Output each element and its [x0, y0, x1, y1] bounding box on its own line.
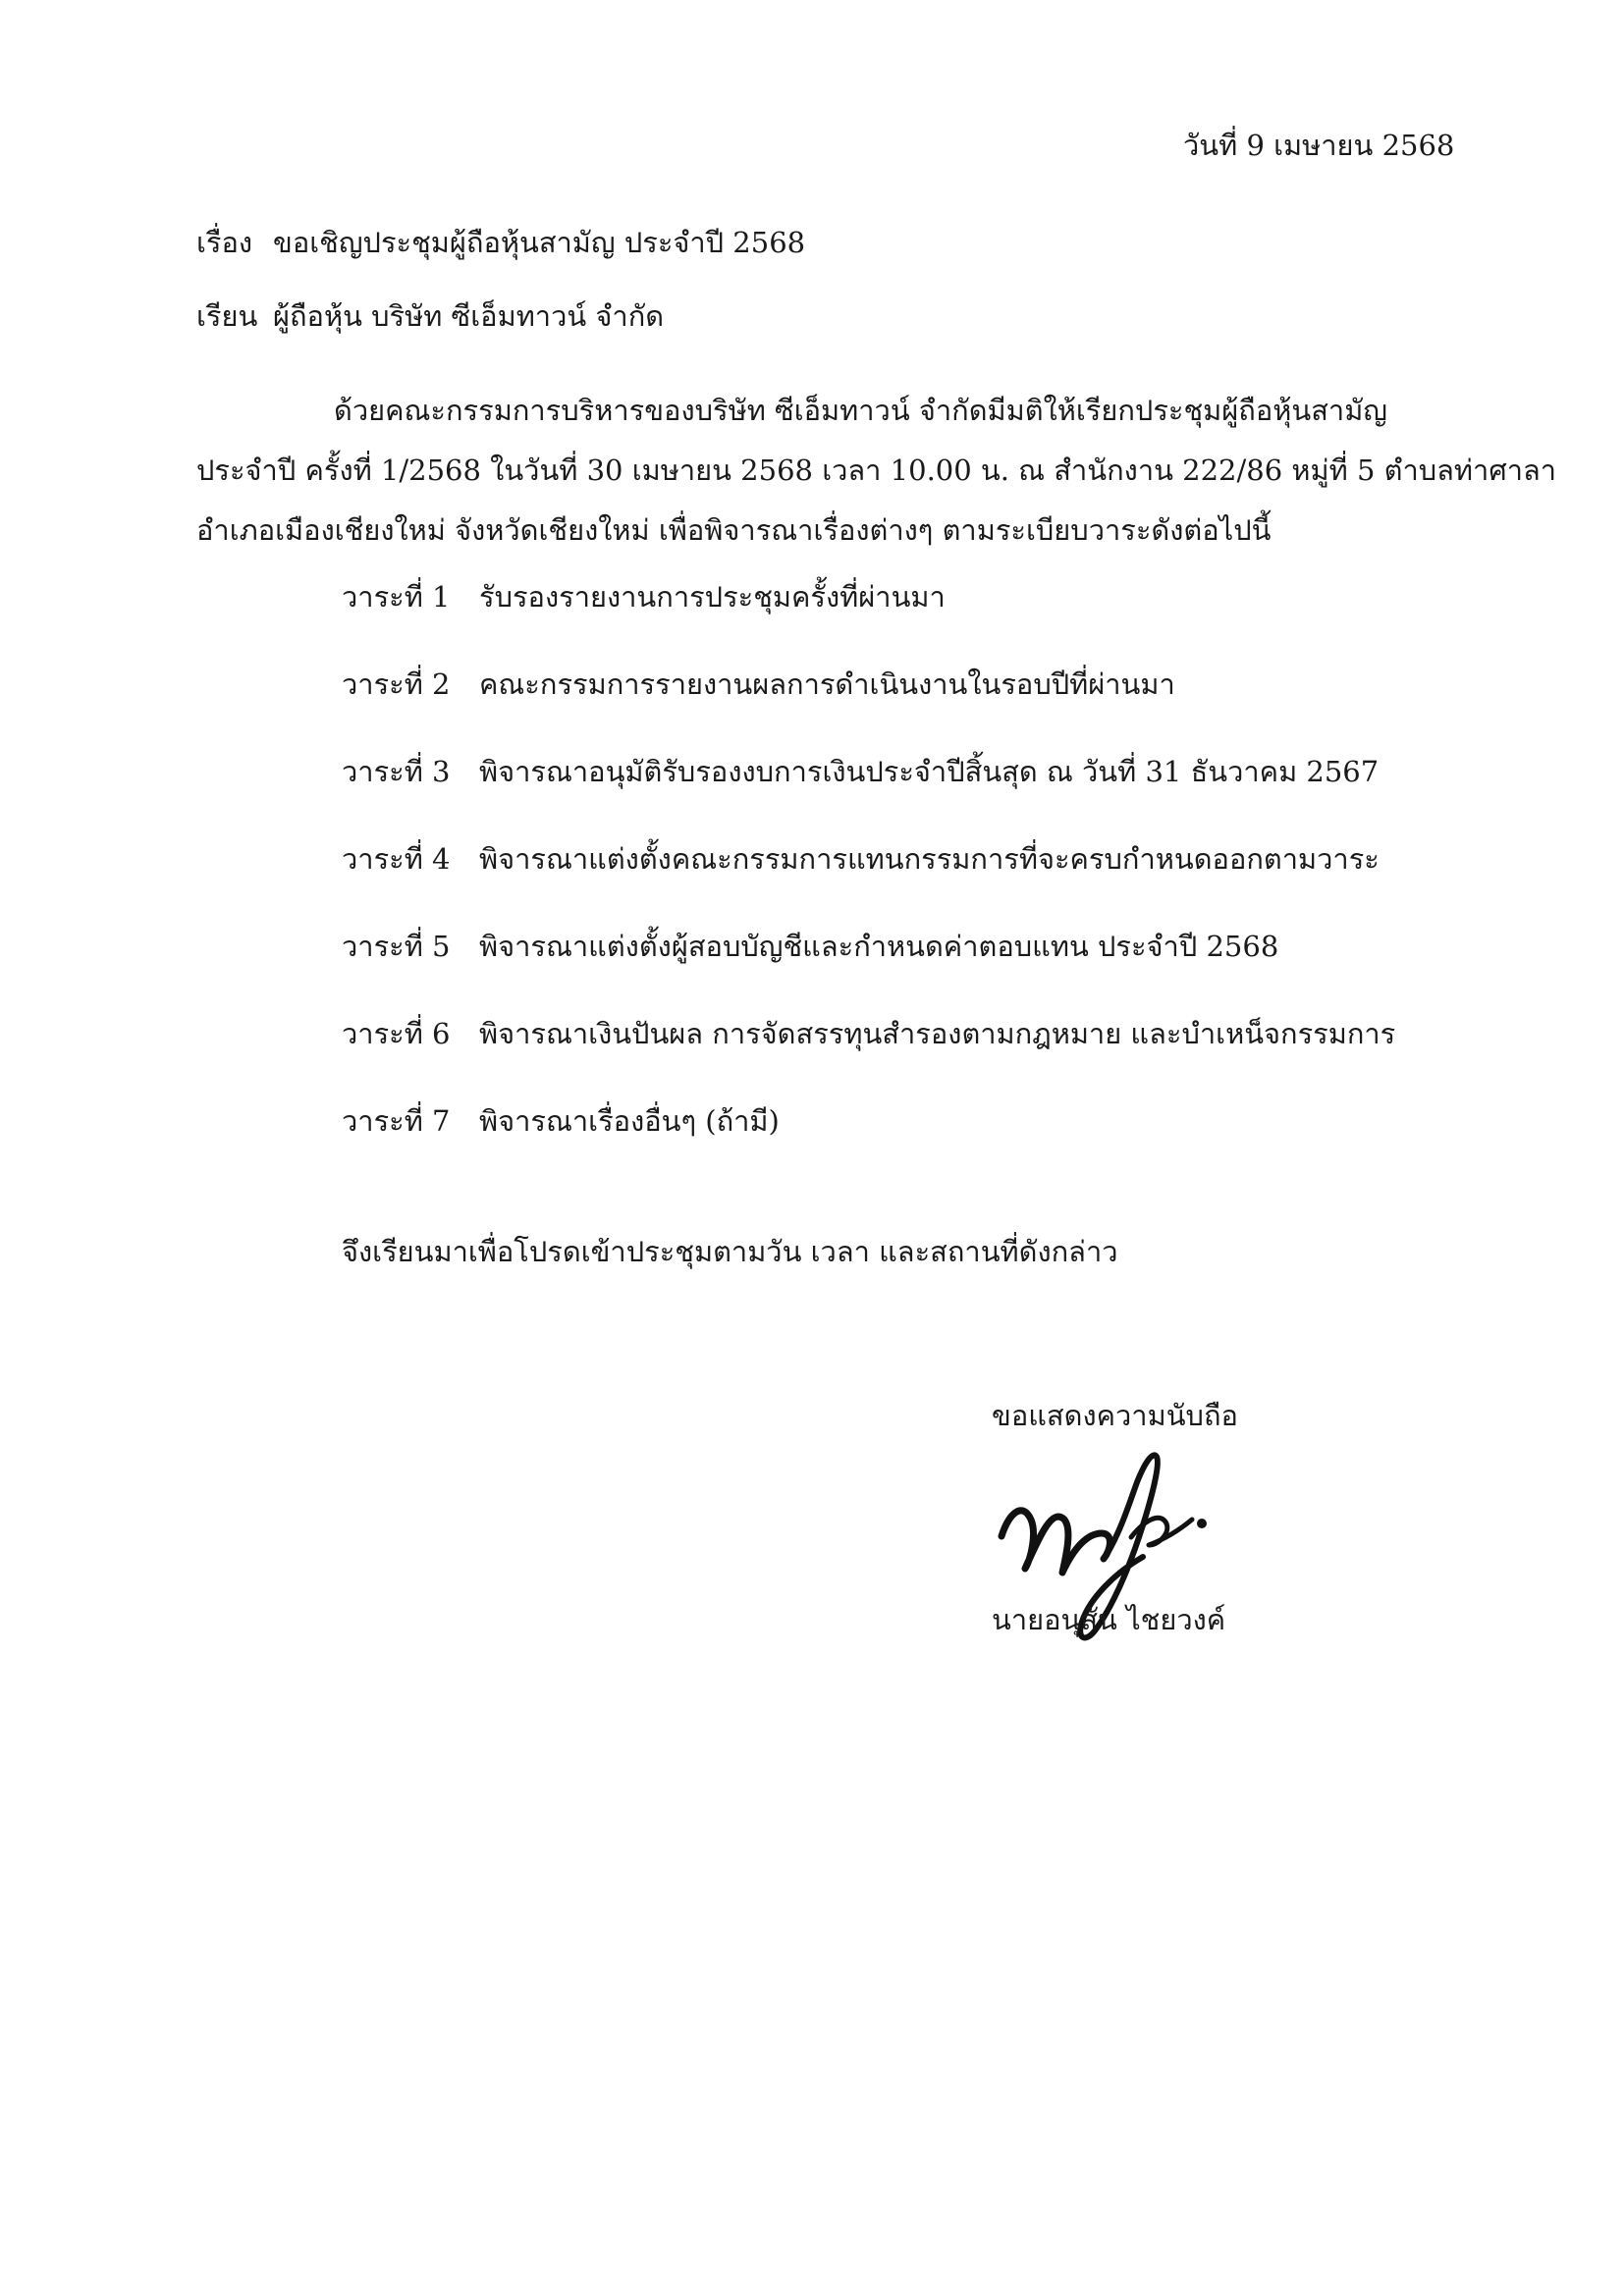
recipient-label: เรียน — [196, 299, 258, 333]
agenda-number: วาระที่ 6 — [342, 1017, 451, 1050]
closing-sentence: จึงเรียนมาเพื่อโปรดเข้าประชุมตามวัน เวลา และสถานที่ดังกล่าว — [342, 1235, 1118, 1268]
agenda-number: วาระที่ 4 — [342, 842, 451, 876]
agenda-item — [342, 839, 1395, 927]
agenda-text: พิจารณาเรื่องอื่นๆ (ถ้ามี) — [479, 1104, 780, 1138]
subject-label: เรื่อง — [196, 226, 253, 259]
agenda-item — [342, 927, 1395, 1014]
agenda-item — [342, 752, 1395, 839]
agenda-text: พิจารณาอนุมัติรับรองงบการเงินประจำปีสิ้นสุด ณ วันที่ 31 ธันวาคม 2567 — [479, 755, 1380, 788]
signer-name: นายอนุสัน ไชยวงค์ — [992, 1603, 1226, 1636]
body-line: อำเภอเมืองเชียงใหม่ จังหวัดเชียงใหม่ เพื่อพิจารณาเรื่องต่างๆ ตามระเบียบวาระดังต่อไปนี้ — [196, 513, 1272, 547]
letter-date: วันที่ 9 เมษายน 2568 — [1183, 129, 1455, 162]
body-line: ด้วยคณะกรรมการบริหารของบริษัท ซีเอ็มทาวน์ จำกัดมีมติให้เรียกประชุมผู้ถือหุ้นสามัญ — [334, 394, 1388, 427]
agenda-number: วาระที่ 3 — [342, 755, 451, 788]
agenda-number: วาระที่ 1 — [342, 580, 451, 614]
agenda-text: พิจารณาเงินปันผล การจัดสรรทุนสำรองตามกฎหมาย และบำเหน็จกรรมการ — [479, 1017, 1396, 1050]
agenda-text: รับรองรายงานการประชุมครั้งที่ผ่านมา — [479, 580, 946, 614]
recipient-text: ผู้ถือหุ้น บริษัท ซีเอ็มทาวน์ จำกัด — [273, 299, 665, 333]
body-paragraph — [196, 381, 1557, 561]
agenda-item — [342, 1014, 1395, 1101]
subject-text: ขอเชิญประชุมผู้ถือหุ้นสามัญ ประจำปี 2568 — [273, 226, 806, 259]
agenda-text: พิจารณาแต่งตั้งผู้สอบบัญชีและกำหนดค่าตอบแทน ประจำปี 2568 — [479, 930, 1279, 963]
regards-line: ขอแสดงความนับถือ — [992, 1399, 1238, 1432]
agenda-item — [342, 577, 1395, 665]
agenda-text: พิจารณาแต่งตั้งคณะกรรมการแทนกรรมการที่จะครบกำหนดออกตามวาระ — [479, 842, 1380, 876]
agenda-text: คณะกรรมการรายงานผลการดำเนินงานในรอบปีที่ผ่านมา — [479, 667, 1175, 701]
agenda-list — [342, 577, 1395, 1189]
agenda-item — [342, 1101, 1395, 1189]
agenda-number: วาระที่ 2 — [342, 667, 451, 701]
agenda-number: วาระที่ 5 — [342, 930, 451, 963]
subject-line — [196, 223, 805, 262]
recipient-line — [196, 296, 664, 336]
body-line: ประจำปี ครั้งที่ 1/2568 ในวันที่ 30 เมษายน 2568 เวลา 10.00 น. ณ สำนักงาน 222/86 หมู่ที่ 5 ตำบลท่าศาลา — [196, 454, 1557, 487]
agenda-item — [342, 665, 1395, 752]
agenda-number: วาระที่ 7 — [342, 1104, 451, 1138]
